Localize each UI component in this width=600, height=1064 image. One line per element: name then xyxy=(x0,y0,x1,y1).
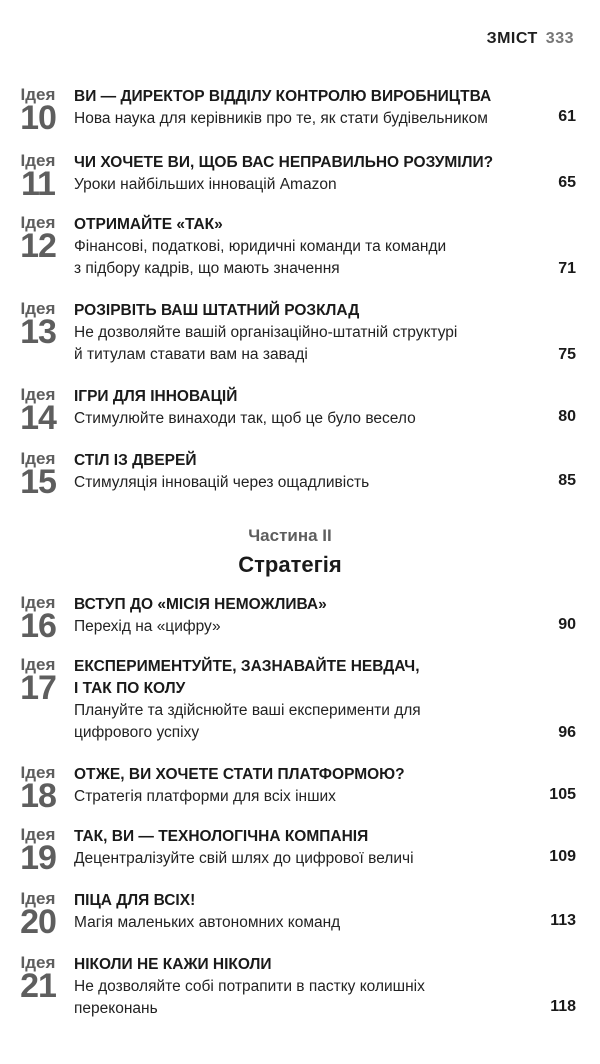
idea-word: Ідея xyxy=(20,825,56,844)
idea-word: Ідея xyxy=(20,449,56,468)
entry-description: й титулам ставати вам на заваді xyxy=(74,346,308,363)
entry-description: Не дозволяйте вашій організаційно-штатній структурі xyxy=(74,324,458,341)
idea-label xyxy=(10,825,66,877)
idea-word: Ідея xyxy=(20,85,56,104)
entry-title: ОТРИМАЙТЕ «ТАК» xyxy=(74,216,223,233)
idea-word: Ідея xyxy=(20,299,56,318)
page-header xyxy=(487,30,574,48)
entry-title: ТАК, ВИ — ТЕХНОЛОГІЧНА КОМПАНІЯ xyxy=(74,828,369,845)
entry-description: Фінансові, податкові, юридичні команди та команди xyxy=(74,238,447,255)
entry-description: Плануйте та здійснюйте ваші експерименти для xyxy=(74,702,421,719)
idea-word: Ідея xyxy=(20,953,56,972)
entry-title-continued: І ТАК ПО КОЛУ xyxy=(74,680,186,697)
idea-word: Ідея xyxy=(20,655,56,674)
idea-number: 20 xyxy=(20,903,56,941)
entry-page: 85 xyxy=(558,472,576,489)
entry-description: Не дозволяйте собі потрапити в пастку колишніх xyxy=(74,978,425,995)
entry-title: НІКОЛИ НЕ КАЖИ НІКОЛИ xyxy=(74,956,272,973)
entry-page: 90 xyxy=(558,616,576,633)
idea-label xyxy=(10,385,66,437)
idea-label xyxy=(10,151,66,203)
entry-description: Магія маленьких автономних команд xyxy=(74,914,341,931)
entry-page: 71 xyxy=(558,260,576,277)
entry-description: Стимулюйте винаходи так, щоб це було весело xyxy=(74,410,416,427)
entry-page: 75 xyxy=(558,346,576,363)
entry-description: Стимуляція інновацій через ощадливість xyxy=(74,474,370,491)
idea-word: Ідея xyxy=(20,151,56,170)
idea-number: 21 xyxy=(20,967,56,1005)
entry-description: Децентралізуйте свій шлях до цифрової величі xyxy=(74,850,414,867)
idea-label xyxy=(10,593,66,645)
entry-description: Перехід на «цифру» xyxy=(74,618,221,635)
idea-number: 15 xyxy=(20,463,56,501)
idea-label xyxy=(10,213,66,265)
idea-number: 10 xyxy=(20,99,56,137)
entry-page: 65 xyxy=(558,174,576,191)
entry-title: ВИ — ДИРЕКТОР ВІДДІЛУ КОНТРОЛЮ ВИРОБНИЦТВА xyxy=(74,88,492,105)
entry-description: переконань xyxy=(74,1000,158,1017)
idea-label xyxy=(10,889,66,941)
idea-word: Ідея xyxy=(20,385,56,404)
idea-number: 11 xyxy=(21,165,55,203)
part-title: Стратегія xyxy=(238,552,342,577)
entry-page: 113 xyxy=(550,912,576,929)
entry-description: цифрового успіху xyxy=(74,724,200,741)
idea-label xyxy=(10,953,66,1005)
entry-description: з підбору кадрів, що мають значення xyxy=(74,260,340,277)
entry-title: ЧИ ХОЧЕТЕ ВИ, ЩОБ ВАС НЕПРАВИЛЬНО РОЗУМІЛИ? xyxy=(74,154,494,171)
entry-title: ІГРИ ДЛЯ ІННОВАЦІЙ xyxy=(74,388,238,405)
idea-word: Ідея xyxy=(20,763,56,782)
entry-title: СТІЛ ІЗ ДВЕРЕЙ xyxy=(74,452,197,469)
idea-word: Ідея xyxy=(20,213,56,232)
entry-title: ВСТУП ДО «МІСІЯ НЕМОЖЛИВА» xyxy=(74,596,327,613)
idea-number: 18 xyxy=(20,777,56,815)
entry-page: 80 xyxy=(558,408,576,425)
section-title: ЗМІСТ xyxy=(486,30,538,47)
idea-label xyxy=(10,299,66,351)
entry-description: Нова наука для керівників про те, як стати будівельником xyxy=(74,110,488,127)
idea-word: Ідея xyxy=(20,593,56,612)
idea-label xyxy=(10,449,66,501)
entry-page: 118 xyxy=(550,998,576,1015)
idea-number: 19 xyxy=(20,839,56,877)
entry-page: 105 xyxy=(549,786,576,803)
idea-label xyxy=(10,85,66,137)
part-label: Частина II xyxy=(248,526,332,545)
idea-number: 13 xyxy=(20,313,56,351)
entry-title: ПІЦА ДЛЯ ВСІХ! xyxy=(74,892,196,909)
entry-page: 109 xyxy=(549,848,576,865)
entry-title: ОТЖЕ, ВИ ХОЧЕТЕ СТАТИ ПЛАТФОРМОЮ? xyxy=(74,766,405,783)
idea-word: Ідея xyxy=(20,889,56,908)
idea-label xyxy=(10,763,66,815)
idea-number: 12 xyxy=(20,227,56,265)
entry-title: ЕКСПЕРИМЕНТУЙТЕ, ЗАЗНАВАЙТЕ НЕВДАЧ, xyxy=(74,658,420,675)
entry-page: 96 xyxy=(558,724,576,741)
idea-number: 16 xyxy=(20,607,56,645)
entry-description: Уроки найбільших інновацій Amazon xyxy=(74,176,337,193)
page-number: 333 xyxy=(545,30,574,47)
entry-title: РОЗІРВІТЬ ВАШ ШТАТНИЙ РОЗКЛАД xyxy=(74,302,360,319)
idea-number: 14 xyxy=(20,399,56,437)
entry-description: Стратегія платформи для всіх інших xyxy=(74,788,336,805)
idea-number: 17 xyxy=(20,669,56,707)
entry-page: 61 xyxy=(558,108,576,125)
idea-label xyxy=(10,655,66,707)
